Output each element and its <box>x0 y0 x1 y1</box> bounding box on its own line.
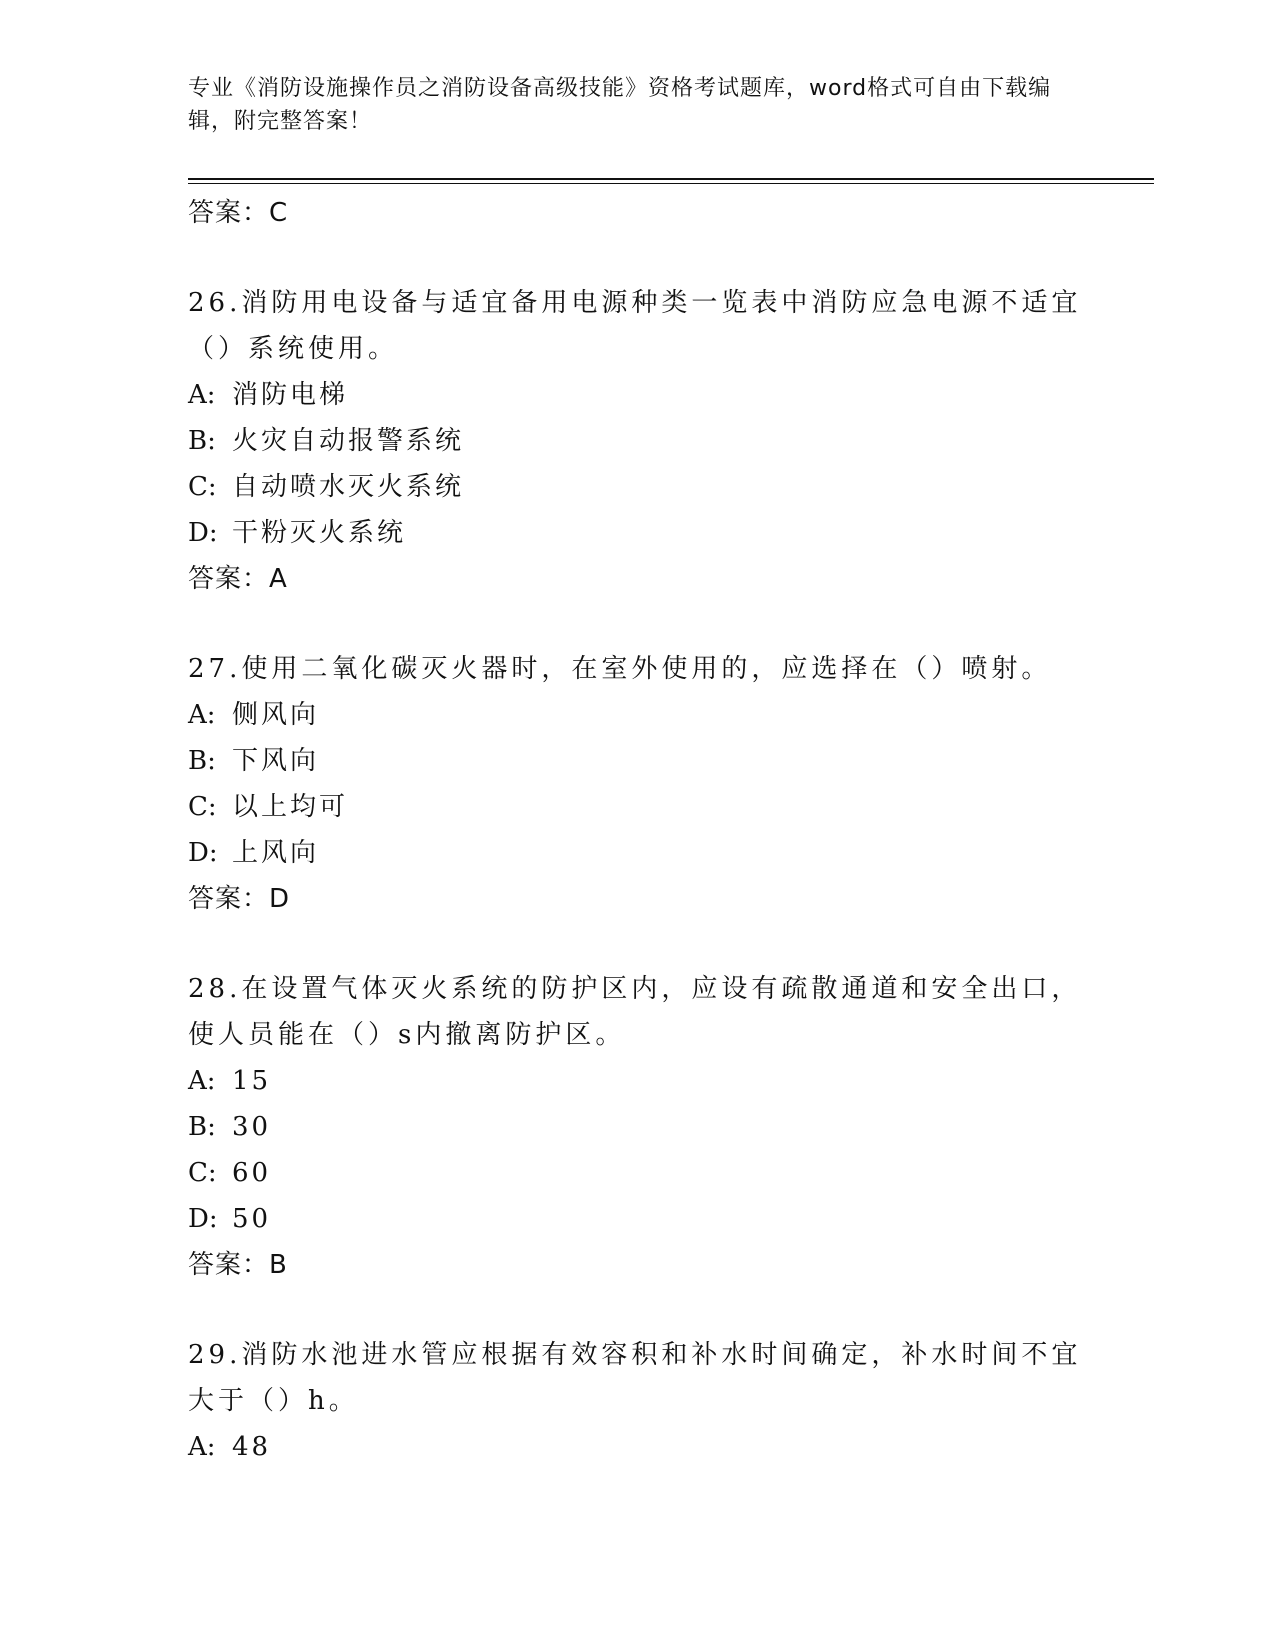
answer-line <box>188 556 1088 602</box>
option-text: 火灾自动报警系统 <box>232 426 465 456</box>
document-header: 专业《消防设施操作员之消防设备高级技能》资格考试题库，word格式可自由下载编辑，附完整答案！ <box>188 76 1052 134</box>
answer-value: B <box>269 1250 288 1280</box>
option-text: 干粉灭火系统 <box>232 518 407 548</box>
option-c <box>188 1150 1088 1196</box>
option-c <box>188 464 1088 510</box>
question-29 <box>188 1332 1088 1470</box>
option-key: C: <box>188 472 217 502</box>
option-text: 15 <box>232 1066 272 1096</box>
question-text: 28.在设置气体灭火系统的防护区内，应设有疏散通道和安全出口，使人员能在（）s内撤离防护区。 <box>188 974 1082 1050</box>
question-text: 26.消防用电设备与适宜备用电源种类一览表中消防应急电源不适宜（）系统使用。 <box>188 288 1082 364</box>
answer-line <box>188 1242 1088 1288</box>
option-key: D: <box>188 838 218 868</box>
question-26 <box>188 280 1088 602</box>
option-key: A: <box>188 700 216 730</box>
answer-line <box>188 876 1088 922</box>
answer-label: 答案： <box>188 198 270 228</box>
option-d <box>188 830 1088 876</box>
option-text: 以上均可 <box>232 792 349 822</box>
header-divider <box>188 178 1154 180</box>
option-text: 48 <box>232 1432 272 1462</box>
option-key: C: <box>188 792 217 822</box>
option-key: A: <box>188 1432 216 1462</box>
answer-value: D <box>269 884 291 914</box>
answer-label: 答案： <box>188 884 270 914</box>
option-text: 50 <box>232 1204 272 1234</box>
option-text: 自动喷水灭火系统 <box>232 472 465 502</box>
header-divider-thin <box>188 183 1154 184</box>
option-key: B: <box>188 426 216 456</box>
option-text: 60 <box>232 1158 272 1188</box>
option-text: 侧风向 <box>232 700 320 730</box>
option-a <box>188 1058 1088 1104</box>
option-key: B: <box>188 746 216 776</box>
answer-line <box>188 190 1088 236</box>
question-27 <box>188 646 1088 922</box>
option-text: 消防电梯 <box>232 380 349 410</box>
option-key: A: <box>188 380 216 410</box>
answer-label: 答案： <box>188 564 270 594</box>
option-key: D: <box>188 1204 218 1234</box>
question-text: 29.消防水池进水管应根据有效容积和补水时间确定，补水时间不宜大于（）h。 <box>188 1340 1082 1416</box>
option-b <box>188 418 1088 464</box>
option-text: 下风向 <box>232 746 320 776</box>
answer-value: A <box>269 564 288 594</box>
option-d <box>188 510 1088 556</box>
option-a <box>188 372 1088 418</box>
option-key: C: <box>188 1158 217 1188</box>
option-key: A: <box>188 1066 216 1096</box>
option-c <box>188 784 1088 830</box>
option-key: D: <box>188 518 218 548</box>
option-a <box>188 692 1088 738</box>
question-text: 27.使用二氧化碳灭火器时，在室外使用的，应选择在（）喷射。 <box>188 654 1052 684</box>
option-key: B: <box>188 1112 216 1142</box>
option-d <box>188 1196 1088 1242</box>
question-28 <box>188 966 1088 1288</box>
answer-label: 答案： <box>188 1250 270 1280</box>
option-text: 上风向 <box>232 838 320 868</box>
option-text: 30 <box>232 1112 272 1142</box>
option-b <box>188 1104 1088 1150</box>
answer-value: C <box>269 198 289 228</box>
option-b <box>188 738 1088 784</box>
question-list <box>188 190 1088 1470</box>
option-a <box>188 1424 1088 1470</box>
